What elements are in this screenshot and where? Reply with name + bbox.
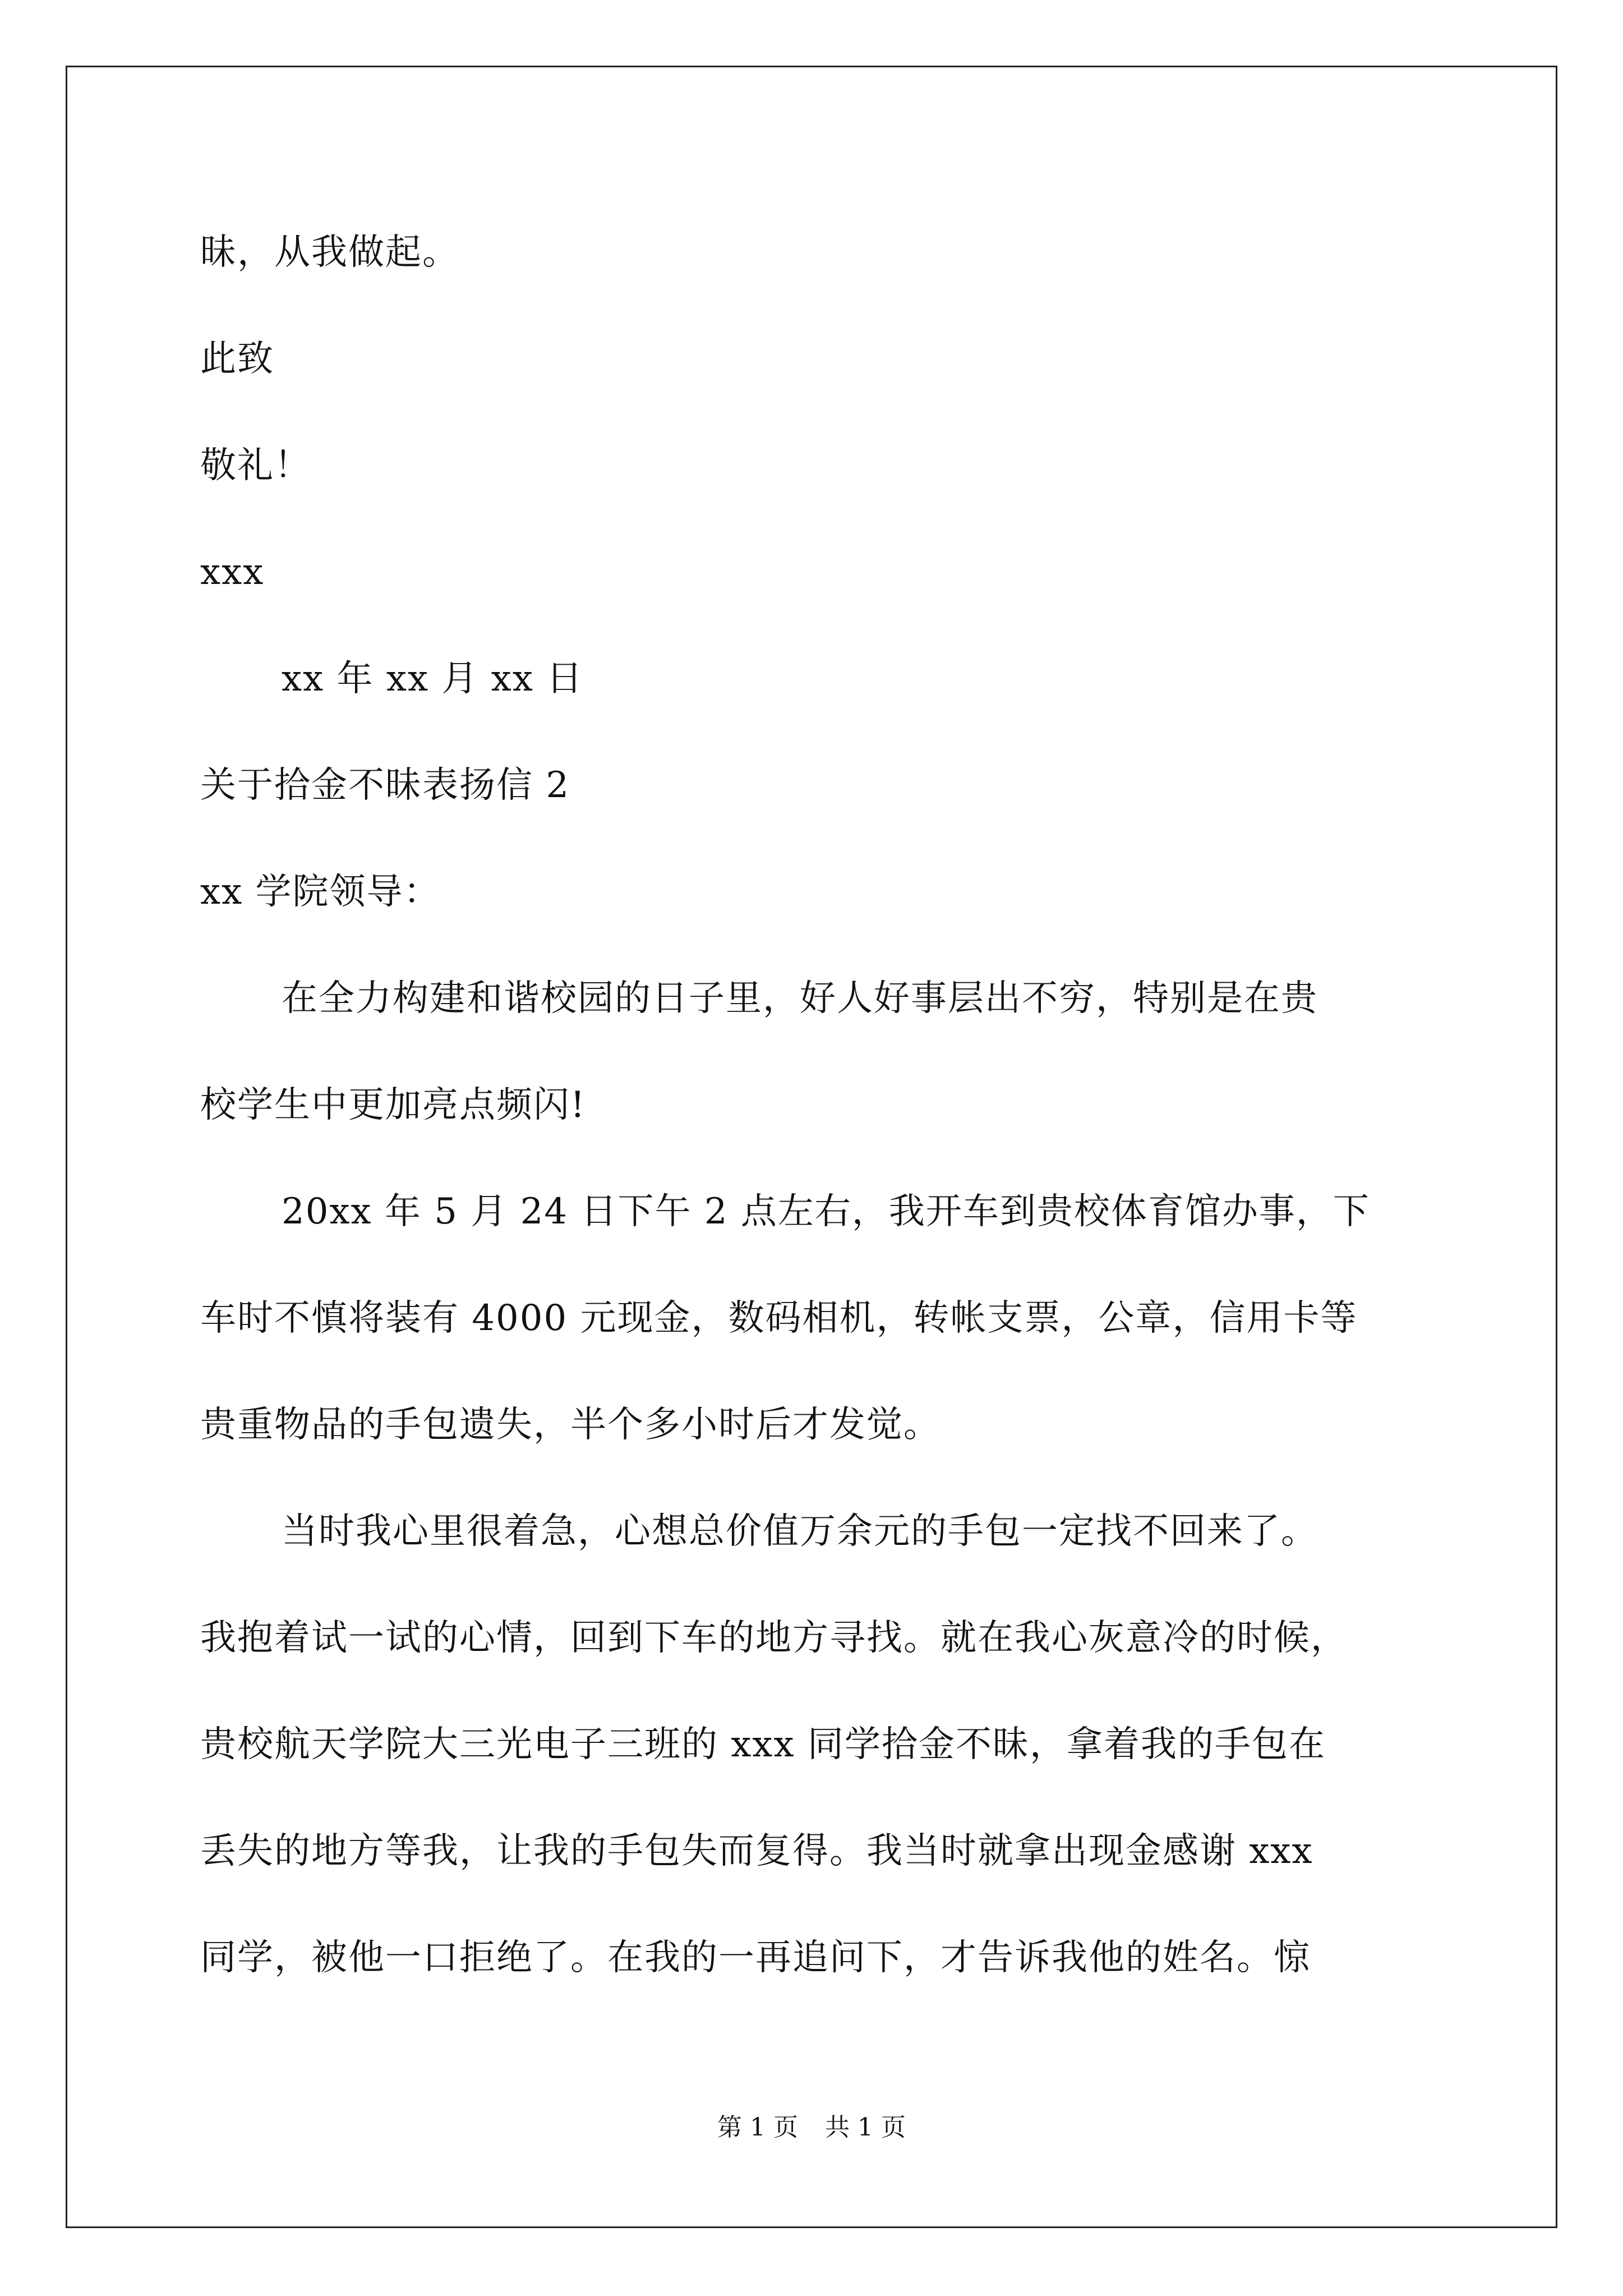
text-line: 昧，从我做起。 — [200, 232, 459, 273]
page-border — [66, 66, 1557, 2228]
letter-title: 关于拾金不昧表扬信 2 — [200, 765, 570, 806]
text-line: 此致 — [200, 338, 274, 380]
text-line: 丢失的地方等我，让我的手包失而复得。我当时就拿出现金感谢 xxx — [200, 1830, 1313, 1872]
text-line: 当时我心里很着急，心想总价值万余元的手包一定找不回来了。 — [282, 1511, 1318, 1552]
text-line: 车时不慎将装有 4000 元现金，数码相机，转帐支票，公章，信用卡等 — [200, 1297, 1358, 1339]
text-line: 在全力构建和谐校园的日子里，好人好事层出不穷，特别是在贵 — [282, 978, 1318, 1019]
text-line: 校学生中更加亮点频闪! — [200, 1084, 586, 1126]
text-line: 贵校航天学院大三光电子三班的 xxx 同学拾金不昧，拿着我的手包在 — [200, 1724, 1326, 1765]
salutation: xx 学院领导： — [200, 871, 441, 913]
text-line: 贵重物品的手包遗失，半个多小时后才发觉。 — [200, 1404, 940, 1446]
signature-name: xxx — [200, 551, 265, 593]
date-line: xx 年 xx 月 xx 日 — [282, 658, 584, 700]
page-number: 第 1 页 — [717, 2113, 798, 2142]
page-total: 共 1 页 — [825, 2113, 906, 2142]
text-line: 我抱着试一试的心情，回到下车的地方寻找。就在我心灰意冷的时候， — [200, 1617, 1348, 1659]
text-line: 20xx 年 5 月 24 日下午 2 点左右，我开车到贵校体育馆办事，下 — [282, 1191, 1370, 1232]
text-line: 敬礼！ — [200, 445, 311, 486]
text-line: 同学，被他一口拒绝了。在我的一再追问下，才告诉我他的姓名。惊 — [200, 1937, 1311, 1978]
page-footer — [0, 2112, 1623, 2143]
